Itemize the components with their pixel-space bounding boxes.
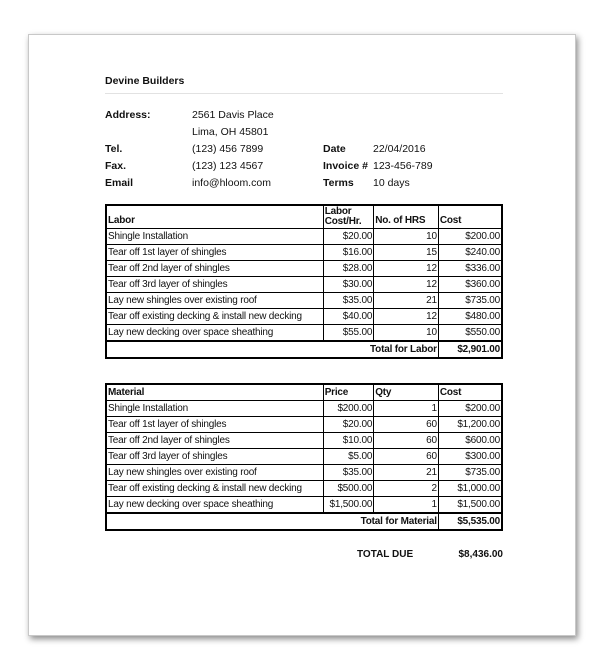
material-total-label: Total for Material [106,513,438,530]
labor-cell-rate: $20.00 [323,229,374,245]
total-due [105,549,503,567]
labor-cell-item: Shingle Installation [106,229,323,245]
document-page [28,34,576,636]
labor-table [105,204,503,359]
labor-row [106,325,502,342]
material-cell-cost: $735.00 [438,465,502,481]
material-header-item: Material [106,384,323,401]
labor-cell-qty: 12 [374,309,439,325]
labor-cell-item: Lay new decking over space sheathing [106,325,323,342]
labor-cell-cost: $735.00 [438,293,502,309]
material-cell-cost: $1,200.00 [438,417,502,433]
material-cell-item: Lay new shingles over existing roof [106,465,323,481]
fax-value: (123) 123 4567 [192,160,264,172]
material-cell-item: Lay new decking over space sheathing [106,497,323,514]
material-cell-qty: 60 [374,433,439,449]
labor-cell-rate: $35.00 [323,293,374,309]
labor-header-rate: Labor Cost/Hr. [323,205,374,229]
material-cell-rate: $1,500.00 [323,497,374,514]
labor-row [106,293,502,309]
labor-cell-qty: 12 [374,261,439,277]
labor-cell-item: Lay new shingles over existing roof [106,293,323,309]
labor-row [106,309,502,325]
email-label: Email [105,177,134,189]
company-name: Devine Builders [105,75,503,94]
labor-cell-item: Tear off 3rd layer of shingles [106,277,323,293]
material-cell-qty: 2 [374,481,439,497]
email-value: info@hloom.com [192,177,271,189]
address-label: Address: [105,109,151,121]
tel-label: Tel. [105,143,123,155]
labor-cell-item: Tear off existing decking & install new decking [106,309,323,325]
labor-total-row [106,341,502,358]
material-cell-item: Tear off 3rd layer of shingles [106,449,323,465]
labor-cell-cost: $360.00 [438,277,502,293]
labor-cell-qty: 15 [374,245,439,261]
labor-cell-item: Tear off 1st layer of shingles [106,245,323,261]
labor-header-row [106,205,502,229]
invoice-value: 123-456-789 [373,160,433,172]
material-row [106,481,502,497]
material-header-price: Price [323,384,374,401]
material-cell-rate: $35.00 [323,465,374,481]
material-row [106,465,502,481]
labor-cell-qty: 21 [374,293,439,309]
material-row [106,417,502,433]
labor-cell-rate: $30.00 [323,277,374,293]
labor-row [106,261,502,277]
material-header-qty: Qty [374,384,439,401]
labor-row [106,277,502,293]
total-due-label: TOTAL DUE [357,549,414,560]
labor-cell-rate: $16.00 [323,245,374,261]
material-cell-rate: $200.00 [323,401,374,417]
date-label: Date [323,143,346,155]
labor-cell-qty: 10 [374,229,439,245]
material-cell-item: Tear off 2nd layer of shingles [106,433,323,449]
material-cell-rate: $10.00 [323,433,374,449]
material-row [106,433,502,449]
material-cell-item: Shingle Installation [106,401,323,417]
material-cell-rate: $500.00 [323,481,374,497]
labor-cell-item: Tear off 2nd layer of shingles [106,261,323,277]
material-cell-qty: 1 [374,401,439,417]
material-total-row [106,513,502,530]
labor-row [106,245,502,261]
labor-cell-rate: $28.00 [323,261,374,277]
labor-cell-cost: $480.00 [438,309,502,325]
material-cell-cost: $600.00 [438,433,502,449]
labor-header-cost: Cost [438,205,502,229]
total-due-value: $8,436.00 [458,549,503,560]
material-row [106,449,502,465]
labor-cell-cost: $240.00 [438,245,502,261]
address-line1: 2561 Davis Place [192,109,274,121]
labor-header-hours: No. of HRS [374,205,439,229]
labor-total-value: $2,901.00 [438,341,502,358]
material-cell-qty: 60 [374,449,439,465]
material-cell-qty: 21 [374,465,439,481]
tel-value: (123) 456 7899 [192,143,264,155]
material-cell-item: Tear off existing decking & install new decking [106,481,323,497]
material-cell-qty: 1 [374,497,439,514]
material-row [106,497,502,514]
labor-row [106,229,502,245]
labor-cell-rate: $55.00 [323,325,374,342]
material-cell-cost: $200.00 [438,401,502,417]
material-cell-cost: $1,500.00 [438,497,502,514]
material-cell-rate: $20.00 [323,417,374,433]
invoice-header [105,108,503,204]
fax-label: Fax. [105,160,127,172]
labor-total-label: Total for Labor [106,341,438,358]
labor-cell-rate: $40.00 [323,309,374,325]
material-cell-item: Tear off 1st layer of shingles [106,417,323,433]
labor-header-item: Labor [106,205,323,229]
material-cell-cost: $300.00 [438,449,502,465]
terms-label: Terms [323,177,354,189]
terms-value: 10 days [373,177,410,189]
material-header-cost: Cost [438,384,502,401]
labor-cell-cost: $336.00 [438,261,502,277]
invoice-label: Invoice # [323,160,368,172]
material-cell-cost: $1,000.00 [438,481,502,497]
material-header-row [106,384,502,401]
material-cell-rate: $5.00 [323,449,374,465]
labor-cell-qty: 10 [374,325,439,342]
material-total-value: $5,535.00 [438,513,502,530]
date-value: 22/04/2016 [373,143,426,155]
labor-cell-cost: $550.00 [438,325,502,342]
invoice-document [105,75,503,567]
material-table [105,383,503,531]
material-cell-qty: 60 [374,417,439,433]
material-row [106,401,502,417]
labor-cell-cost: $200.00 [438,229,502,245]
address-line2: Lima, OH 45801 [192,126,269,138]
labor-cell-qty: 12 [374,277,439,293]
